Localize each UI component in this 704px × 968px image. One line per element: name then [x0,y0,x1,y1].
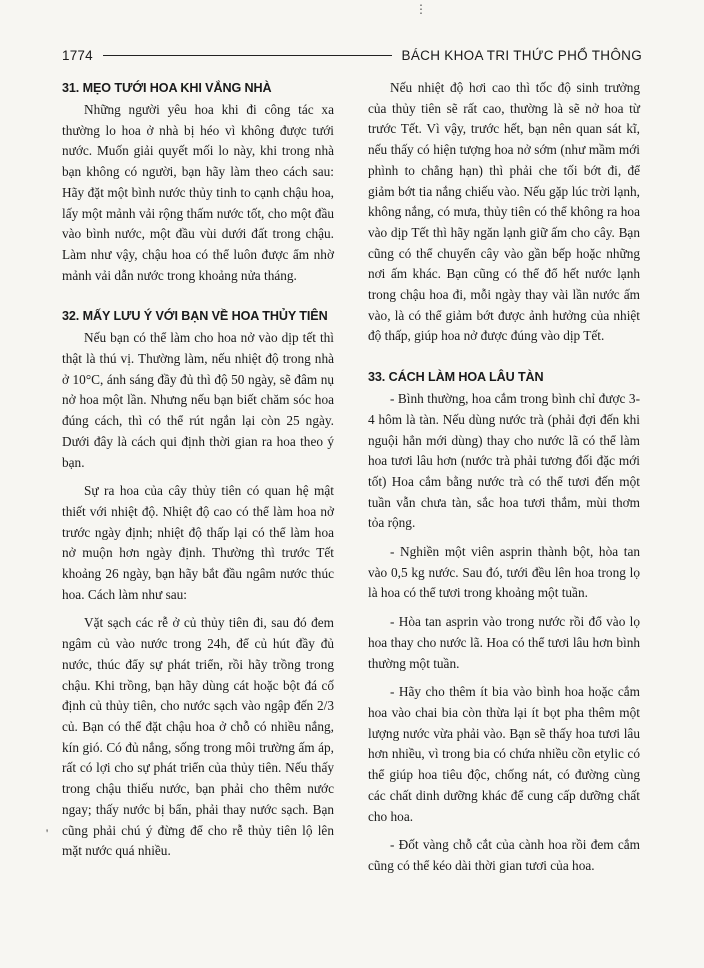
page-header [62,44,642,66]
section-33-title: 33. CÁCH LÀM HOA LÂU TÀN [368,370,544,385]
section-33-paragraph-1: - Bình thường, hoa cắm trong bình chỉ được 3-4 hôm là tàn. Nếu dùng nước trà (phải đợi đến khi nguội hẳn mới dùng) thay cho nước lã có thể làm hoa tươi lâu hơn (nước trà phải tương đối đặc mới tốt) Hoa cắm bằng nước trà có thể tươi đến một tuần vẫn chưa tàn, sắc hoa tươi thắm, mùi thơm tỏa rộng. [368,391,640,531]
section-32-paragraph-2: Sự ra hoa của cây thủy tiên có quan hệ mật thiết với nhiệt độ. Nhiệt độ cao có thể làm hoa nở trước ngày định; nhiệt độ thấp lại có thể làm hoa nở muộn hơn ngày định. Thường thì trước Tết khoảng 26 ngày, bạn hãy bắt đầu ngâm nước thúc hoa. Cách làm như sau: [62,483,334,602]
running-head: BÁCH KHOA TRI THỨC PHỔ THÔNG [401,47,642,63]
header-rule [103,55,392,56]
section-32-title: 32. MẤY LƯU Ý VỚI BẠN VỀ HOA THỦY TIÊN [62,309,328,324]
margin-mark: ' [46,826,49,840]
section-33-paragraph-3: - Hòa tan asprin vào trong nước rồi đổ vào lọ hoa thay cho nước lã. Hoa có thể tươi lâu hơn bình thường một tuần. [368,614,640,671]
section-31-paragraph-1: Những người yêu hoa khi đi công tác xa thường lo hoa ở nhà bị héo vì không được tưới nước. Muốn giải quyết mối lo này, khi trong nhà bạn không có người, bạn hãy làm theo cách sau: Hãy đặt một bình nước thủy tinh to cạnh chậu hoa, lấy một mảnh vải rộng thấm nước tốt, cho một đầu vào bình nước, một đầu vùi dưới đất trong chậu. Làm như vậy, chậu hoa có thể luôn được ẩm nhờ mảnh vải dẫn nước trong khoảng nửa tháng. [62,102,334,283]
section-33-paragraph-5: - Đốt vàng chỗ cắt của cành hoa rồi đem cắm cũng có thể kéo dài thời gian tươi của hoa. [368,837,640,873]
section-32-paragraph-1: Nếu bạn có thể làm cho hoa nở vào dịp tết thì thật là thú vị. Thường làm, nếu nhiệt độ trong nhà ở 10°C, ánh sáng đầy đủ thì độ 50 ngày, sẽ đâm nụ nở hoa một lần. Nhưng nếu bạn biết chăm sóc hoa đúng cách, thì có thể rút ngắn lại còn 25 ngày. Dưới đây là cách qui định thời gian ra hoa theo ý bạn. [62,330,334,470]
page-number: 1774 [62,47,93,63]
section-32-paragraph-3: Vặt sạch các rễ ở củ thủy tiên đi, sau đó đem ngâm củ vào nước trong 24h, để củ hút đầy đủ nước, thúc đẩy sự phát triển, rồi hãy trồng trong chậu. Khi trồng, bạn hãy dùng cát hoặc bột đá cố định củ thủy tiên, cho nước sạch vào ngập đến 2/3 củ. Bạn có thể đặt chậu hoa ở chỗ có nhiều nắng, kín gió. Có đủ nắng, sống trong môi trường ấm áp, rất có lợi cho sự phát triển của thủy tiên. Nếu thấy trong chậu thiếu nước, bạn phải cho thêm nước ngay; thấy nước bị bẩn, phải thay nước sạch. Bạn cũng phải chú ý đừng để cho rễ thủy tiên lộ lên mặt nước quá nhiều. [62,615,334,859]
right-column [368,78,640,877]
stray-print-mark: ⋮ [415,2,427,16]
section-32-continued-paragraph: Nếu nhiệt độ hơi cao thì tốc độ sinh trưởng của thủy tiên sẽ rất cao, thường là sẽ nở hoa từ trước Tết. Vì vậy, trước hết, bạn nên quan sát kĩ, nếu thấy có hiện tượng hoa nở sớm (như mầm mới phình to chẳng hạn) thì phải che tối bớt đi, để giảm bớt tia nắng chiếu vào. Nếu gặp lúc trời lạnh, không nắng, có mưa, thủy tiên có thể không ra hoa vào dịp Tết thì hãy ngăn lạnh giữ ấm cho cây. Bạn cũng có thể chuyển cây vào gần bếp hoặc những nơi ấm khác. Bạn cũng có thể đổ hết nước lạnh trong chậu hoa đi, mỗi ngày thay vài lần nước ấm vào, là có thể giảm bớt được ảnh hưởng của nhiệt độ thấp, giúp hoa nở được đúng vào dịp Tết. [368,80,640,344]
left-column [62,78,334,862]
section-31-title: 31. MẸO TƯỚI HOA KHI VẮNG NHÀ [62,81,272,95]
section-33-paragraph-2: - Nghiền một viên asprin thành bột, hòa tan vào 0,5 kg nước. Sau đó, tưới đều lên hoa trong lọ là hoa có thể tươi trong khoảng một tuần. [368,544,640,601]
section-33-paragraph-4: - Hãy cho thêm ít bia vào bình hoa hoặc cắm hoa vào chai bia còn thừa lại ít bọt pha thêm một lượng nước vừa phải vào. Bạn sẽ thấy hoa tươi lâu hơn nhiều, vì trong bia có chứa nhiều cồn etylic có thể giúp hoa tiêu độc, chống nát, có đường cùng các chất dinh dưỡng khác để cung cấp dưỡng chất cho hoa. [368,684,640,824]
